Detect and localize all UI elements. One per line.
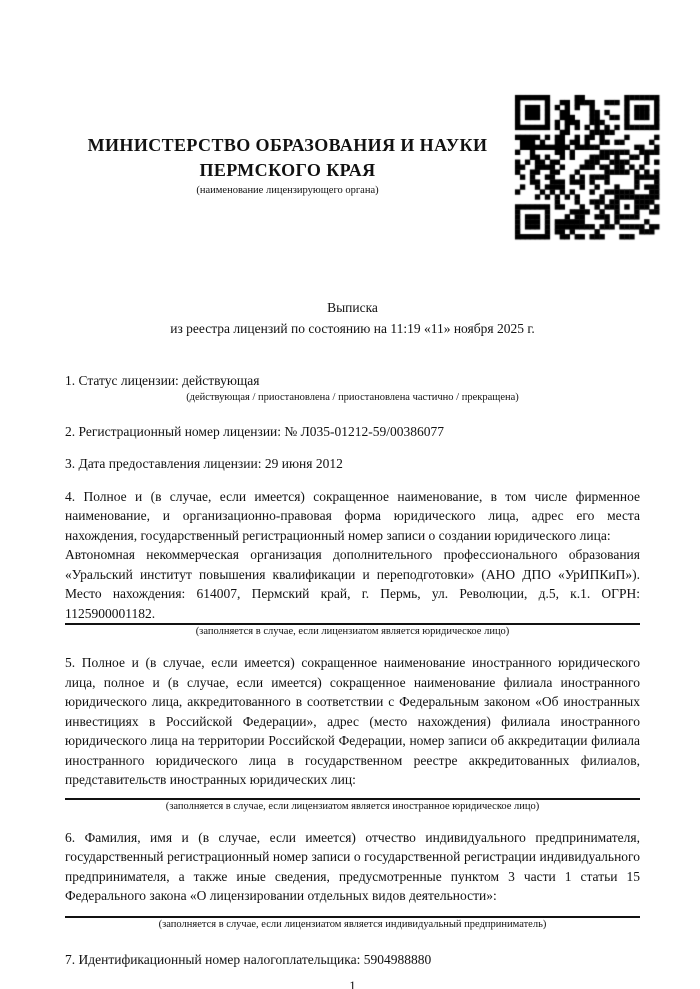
license-date-line: 3. Дата предоставления лицензии: 29 июня 2012 (65, 456, 343, 471)
taxpayer-number-line: 7. Идентификационный номер налогоплательщика: 5904988880 (65, 951, 432, 967)
qr-code-icon (505, 85, 669, 249)
ministry-caption: (наименование лицензирующего органа) (196, 185, 379, 196)
document-title (65, 297, 640, 339)
legal-entity-value: Автономная некоммерческая организация дополнительного профессионального образования «Уральский институт повышения квалификации и переподготовки» (АНО ДПО «УрИПКиП»). Место нахождения: 614007, Пермский край, г. Пермь, ул. Революции, д.5, к.1. ОГРН: 1125900001182. (65, 547, 640, 621)
section-individual-entrepreneur (65, 828, 640, 932)
section-foreign-entity (65, 653, 640, 814)
registration-number-line: 2. Регистрационный номер лицензии: № Л035-01212-59/00386077 (65, 423, 445, 439)
legal-entity-caption: (заполняется в случае, если лицензиатом является юридическое лицо) (195, 626, 510, 637)
license-status-line: 1. Статус лицензии: действующая (65, 373, 260, 388)
entrepreneur-question: 6. Фамилия, имя и (в случае, если имеется) отчество индивидуального предпринимателя, государственный регистрационный номер записи о государственной регистрации индивидуального предпринимателя, а также иные сведения, предусмотренные пунктом 3 части 1 статьи 15 Федерального закона «О лицензировании отдельных видов деятельности»: (65, 829, 640, 903)
document-title-line1: Выписка (327, 300, 378, 315)
ministry-name-line1: МИНИСТЕРСТВО ОБРАЗОВАНИЯ И НАУКИ (87, 135, 488, 155)
ministry-name-line2: ПЕРМСКОГО КРАЯ (199, 160, 376, 180)
entrepreneur-caption: (заполняется в случае, если лицензиатом является индивидуальный предприниматель) (158, 918, 547, 930)
foreign-entity-caption: (заполняется в случае, если лицензиатом является иностранное юридическое лицо) (165, 800, 540, 812)
license-status-caption: (действующая / приостановлена / приостановлена частично / прекращена) (186, 391, 519, 403)
foreign-entity-question: 5. Полное и (в случае, если имеется) сокращенное наименование иностранного юридического лица, полное и (в случае, если имеется) сокращенное наименование филиала иностранного юридического лица, аккредитованного в соответствии с Федеральным законом «Об иностранных инвестициях в Российской Федерации», адрес (место нахождения) филиала иностранного юридического лица на территории Российской Федерации, номер записи об аккредитации филиала иностранного юридического лица в государственном реестре аккредитованных филиалов, представительств иностранных юридических лиц: (65, 655, 640, 787)
page-number: 1 (349, 978, 356, 989)
licensing-authority-header (65, 133, 510, 198)
legal-entity-question: 4. Полное и (в случае, если имеется) сокращенное наименование, в том числе фирменное наименование, и организационно-правовая форма юридического лица, адрес его места нахождения, государственный регистрационный номер записи о создании юридического лица: (65, 488, 640, 543)
section-legal-entity (65, 487, 640, 640)
document-title-line2: из реестра лицензий по состоянию на 11:19 «11» ноября 2025 г. (170, 321, 535, 336)
